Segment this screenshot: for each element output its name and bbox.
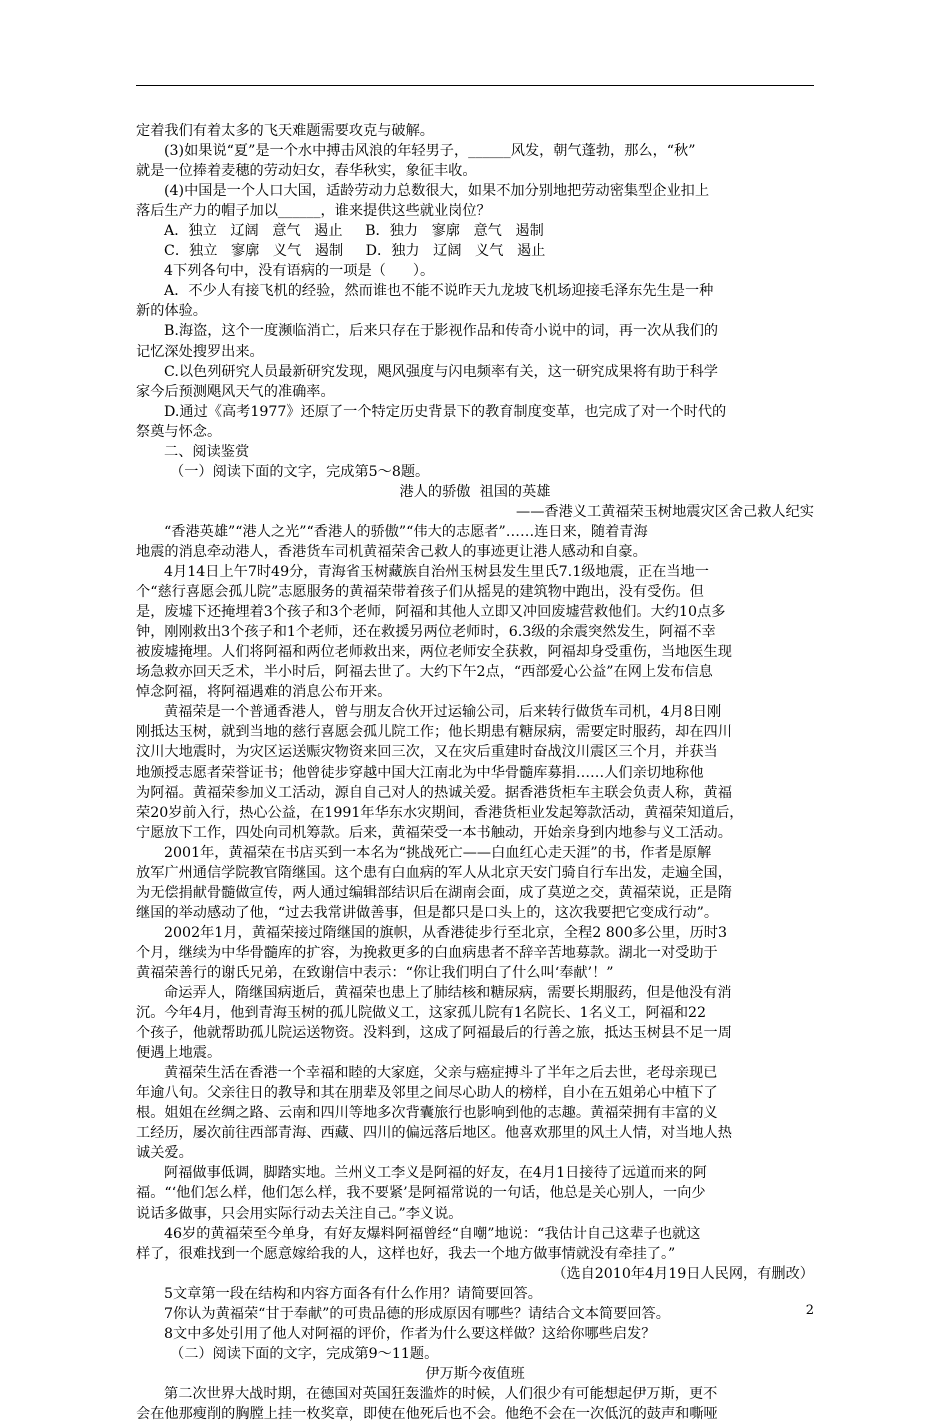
text-line: 样了，很难找到一个愿意嫁给我的人，这样也好，我去一个地方做事情就没有牵挂了。” [136,1245,676,1262]
text-line: 就是一位捧着麦穗的劳动妇女，春华秋实，象征丰收。 [136,163,477,180]
text-line: 便遇上地震。 [136,1045,222,1062]
text-line: 说话多做事，只会用实际行动去关注自己。”李义说。 [136,1205,463,1222]
text-line: 新的体验。 [136,303,207,320]
text-line: 阿福做事低调，脚踏实地。兰州义工李义是阿福的好友，在4月1日接待了远道而来的阿 [164,1165,707,1182]
text-line: 是，废墟下还掩埋着3个孩子和3个老师，阿福和其他人立即又冲回废墟营救他们。大约10点多 [136,604,726,621]
text-line: （二）阅读下面的文字，完成第9～11题。 [170,1345,439,1362]
text-line: C．独立 寥廓 义气 遏制 D．独力 辽阔 义气 遏止 [164,243,546,260]
text-line: B.海盗，这个一度濒临消亡，后来只存在于影视作品和传奇小说中的词，再一次从我们的 [164,323,719,340]
text-line: 伊万斯今夜值班 [425,1365,525,1382]
text-line: （选自2010年4月19日人民网，有删改） [552,1265,814,1282]
text-line: 4月14日上午7时49分，青海省玉树藏族自治州玉树县发生里氏7.1级地震，正在当地一 [164,564,709,581]
text-line: 刚抵达玉树，就到当地的慈行喜愿会孤儿院工作；他长期患有糖尿病，需要定时服药，却在四川 [136,724,732,741]
text-line: D.通过《高考1977》还原了一个特定历史背景下的教育制度变革，也完成了对一个时代的 [164,403,727,420]
text-line: 个月，继续为中华骨髓库的扩容，为挽救更多的白血病患者不辞辛苦地募款。湖北一对受助于 [136,944,718,961]
text-line: 黄福荣生活在香港一个幸福和睦的大家庭，父亲与癌症搏斗了半年之后去世，老母亲现已 [164,1065,718,1082]
text-line: 7你认为黄福荣“甘于奉献”的可贵品德的形成原因有哪些？请结合文本简要回答。 [164,1305,670,1322]
text-line: 8文中多处引用了他人对阿福的评价，作者为什么要这样做？这给你哪些启发？ [164,1325,656,1342]
text-line: 汶川大地震时，为灾区运送赈灾物资来回三次，又在灾后重建时奋战汶川震区三个月，并获当 [136,744,718,761]
text-line: A．独立 辽阔 意气 遏止 B．独力 寥廓 意气 遏制 [164,223,544,240]
text-line: 继国的举动感动了他，“过去我常讲做善事，但是都只是口头上的，这次我要把它变成行动”。 [136,904,719,921]
text-line: 定着我们有着太多的飞天难题需要攻克与破解。 [136,123,434,139]
text-line: 2002年1月，黄福荣接过隋继国的旗帜，从香港徒步行至北京，全程2 800多公里，历时3 [164,924,727,941]
text-line: 场急救亦回天乏术，半小时后，阿福去世了。大约下午2点，“西部爱心公益”在网上发布信息 [136,664,713,681]
text-line: 放军广州通信学院教官隋继国。这个患有白血病的军人从北京天安门骑自行车出发，走遍全国， [136,864,732,881]
text-line: 2001年，黄福荣在书店买到一本名为“挑战死亡——白血红心走天涯”的书，作者是原解 [164,844,712,861]
text-line: 46岁的黄福荣至今单身，有好友爆料阿福曾经“自嘲”地说：“我估计自己这辈子也就这 [164,1225,701,1242]
text-line: 命运弄人，隋继国病逝后，黄福荣也患上了肺结核和糖尿病，需要长期服药，但是他没有消 [164,985,732,1002]
page-number: 2 [805,1303,814,1318]
text-line: 被废墟掩埋。人们将阿福和两位老师救出来，两位老师安全获救，阿福却身受重伤，当地医生现 [136,644,732,661]
text-line: 福。“‘他们怎么样，他们怎么样，我不要紧’是阿福常说的一句话，他总是关心别人，一向少 [136,1185,706,1202]
text-line: 黄福荣善行的谢氏兄弟，在致谢信中表示：“你让我们明白了什么叫‘奉献’！” [136,964,614,981]
text-line: 年逾八旬。父亲往日的教导和其在朋辈及邻里之间尽心助人的榜样，自小在五姐弟心中植下了 [136,1085,718,1102]
text-line: 悼念阿福，将阿福遇难的消息公布开来。 [136,684,392,701]
text-line: ——香港义工黄福荣玉树地震灾区舍己救人纪实 [516,503,814,520]
text-line: 个“慈行喜愿会孤儿院”志愿服务的黄福荣带着孩子们从摇晃的建筑物中跑出，没有受伤。但 [136,584,704,601]
text-line: 地震的消息牵动港人，香港货车司机黄福荣舍己救人的事迹更让港人感动和自豪。 [136,543,647,560]
text-line: 5文章第一段在结构和内容方面各有什么作用？请简要回答。 [164,1285,542,1302]
text-line: 荣20岁前入行，热心公益，在1991年华东水灾期间，香港货柜业发起筹款活动，黄福荣知道后， [136,804,744,821]
text-line: 为阿福。黄福荣参加义工活动，源自自己对人的热诚关爱。据香港货柜车主联会负责人称，黄福 [136,784,732,801]
text-line: 为无偿捐献骨髓做宣传，两人通过编辑部结识后在湖南会面，成了莫逆之交，黄福荣说，正是隋 [136,884,732,901]
text-line: (3)如果说“夏”是一个水中搏击风浪的年轻男子，______风发，朝气蓬勃，那么，“秋” [164,143,696,160]
text-line: 工经历，屡次前往西部青海、西藏、四川的偏远落后地区。他喜欢那里的风土人情，对当地人热 [136,1125,732,1142]
text-line: 落后生产力的帽子加以______，谁来提供这些就业岗位？ [136,203,491,220]
text-line: 根。姐姐在丝绸之路、云南和四川等地多次背囊旅行也影响到他的志趣。黄福荣拥有丰富的义 [136,1105,718,1122]
text-line: 港人的骄傲 祖国的英雄 [399,483,551,500]
text-line: 会在他那瘦削的胸膛上挂一枚奖章，即使在他死后也不会。他绝不会在一次低沉的鼓声和嘶哑 [136,1406,718,1422]
text-line: 祭奠与怀念。 [136,423,222,440]
text-line: 二、阅读鉴赏 [164,443,250,460]
text-line: 4下列各句中，没有语病的一项是（ ）。 [164,263,435,280]
header-rule [136,85,814,86]
text-line: 记忆深处搜罗出来。 [136,343,264,360]
text-line: 诚关爱。 [136,1145,193,1162]
text-line: 黄福荣是一个普通香港人，曾与朋友合伙开过运输公司，后来转行做货车司机，4月8日刚 [164,704,722,721]
text-line: 地颁授志愿者荣誉证书；他曾徒步穿越中国大江南北为中华骨髓库募捐……人们亲切地称他 [136,764,704,781]
text-line: 家今后预测飓风天气的准确率。 [136,383,335,400]
text-line: C.以色列研究人员最新研究发现，飓风强度与闪电频率有关，这一研究成果将有助于科学 [164,363,718,380]
document-body [136,121,814,1424]
text-line: 宁愿放下工作，四处向司机筹款。后来，黄福荣受一本书触动，开始亲身到内地参与义工活动。 [136,824,732,841]
text-line: （一）阅读下面的文字，完成第5～8题。 [170,463,430,480]
text-line: (4)中国是一个人口大国，适龄劳动力总数很大，如果不加分别地把劳动密集型企业扣上 [164,183,710,200]
text-line: 钟，刚刚救出3个孩子和1个老师，还在救援另两位老师时，6.3级的余震突然发生，阿福不幸 [136,624,716,641]
text-line: 第二次世界大战时期，在德国对英国狂轰滥炸的时候，人们很少有可能想起伊万斯，更不 [164,1385,718,1402]
text-line: “香港英雄”“港人之光”“香港人的骄傲”“伟大的志愿者”……连日来，随着青海 [164,523,648,540]
text-line: 沉。今年4月，他到青海玉树的孤儿院做义工，这家孤儿院有1名院长、1名义工，阿福和22 [136,1005,707,1022]
text-line: A．不少人有接飞机的经验，然而谁也不能不说昨天九龙坡飞机场迎接毛泽东先生是一种 [164,283,714,300]
text-line: 个孩子，他就帮助孤儿院运送物资。没料到，这成了阿福最后的行善之旅，抵达玉树县不足一周 [136,1025,732,1042]
